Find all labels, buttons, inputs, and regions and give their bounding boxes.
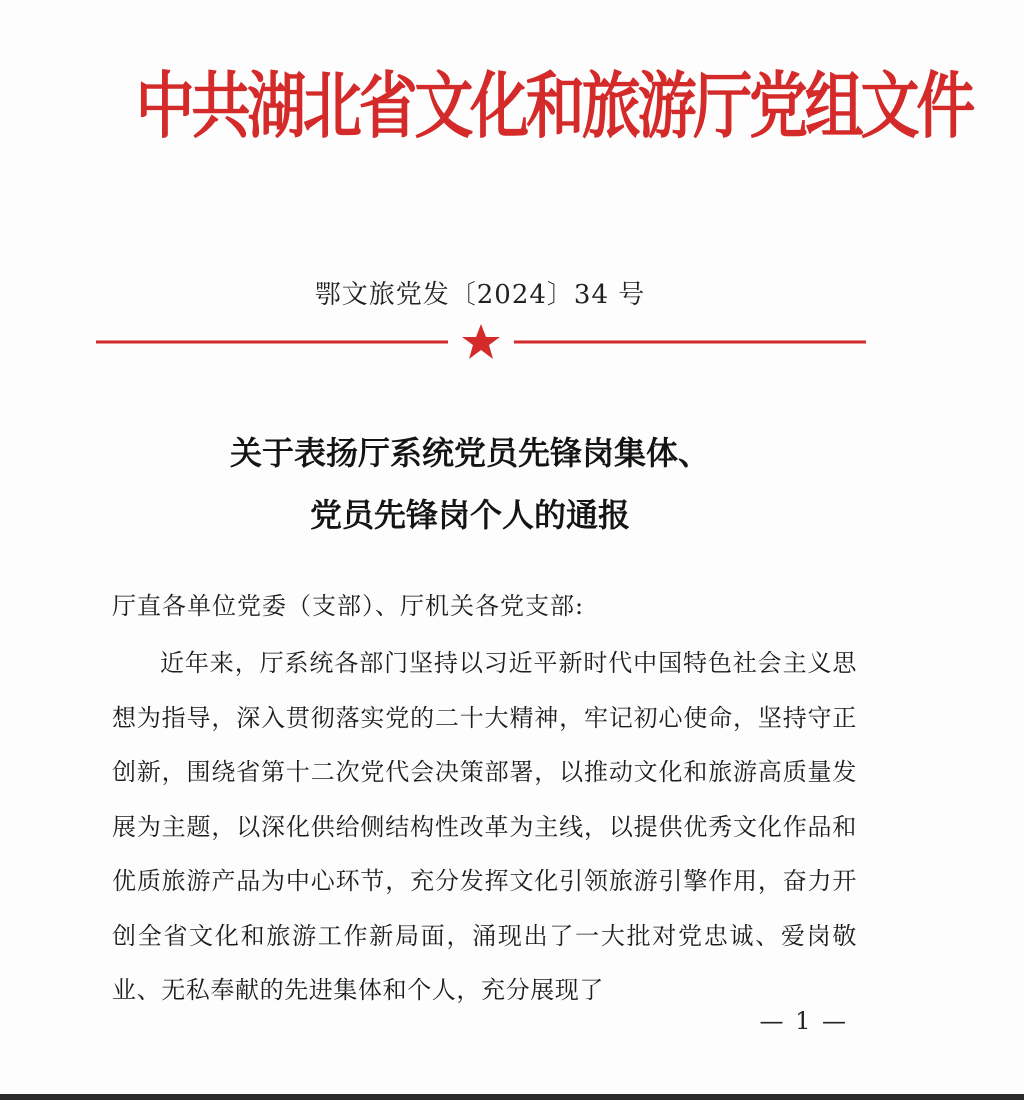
red-divider bbox=[96, 322, 866, 362]
document-masthead: 中共湖北省文化和旅游厅党组文件 bbox=[135, 64, 973, 148]
scan-edge bbox=[0, 1094, 1024, 1100]
document-title bbox=[0, 422, 940, 546]
page-number: — 1 — bbox=[759, 1007, 848, 1035]
document-number: 鄂文旅党发〔2024〕34 号 bbox=[314, 280, 646, 310]
salutation: 厅直各单位党委（支部）、厅机关各党支部: bbox=[112, 592, 585, 620]
title-line-2: 党员先锋岗个人的通报 bbox=[309, 496, 630, 534]
title-line-1: 关于表扬厅系统党员先锋岗集体、 bbox=[229, 434, 710, 472]
body-paragraph: 近年来，厅系统各部门坚持以习近平新时代中国特色社会主义思想为指导，深入贯彻落实党的二十大精神，牢记初心使命，坚持守正创新，围绕省第十二次党代会决策部署，以推动文化和旅游高质量发展为主题，以深化供给侧结构性改革为主线，以提供优秀文化作品和优质旅游产品为中心环节，充分发挥文化引领旅游引擎作用，奋力开创全省文化和旅游工作新局面，涌现出了一大批对党忠诚、爱岗敬业、无私奉献的先进集体和个人，充分展现了 bbox=[112, 649, 857, 1004]
star-icon bbox=[462, 324, 500, 359]
